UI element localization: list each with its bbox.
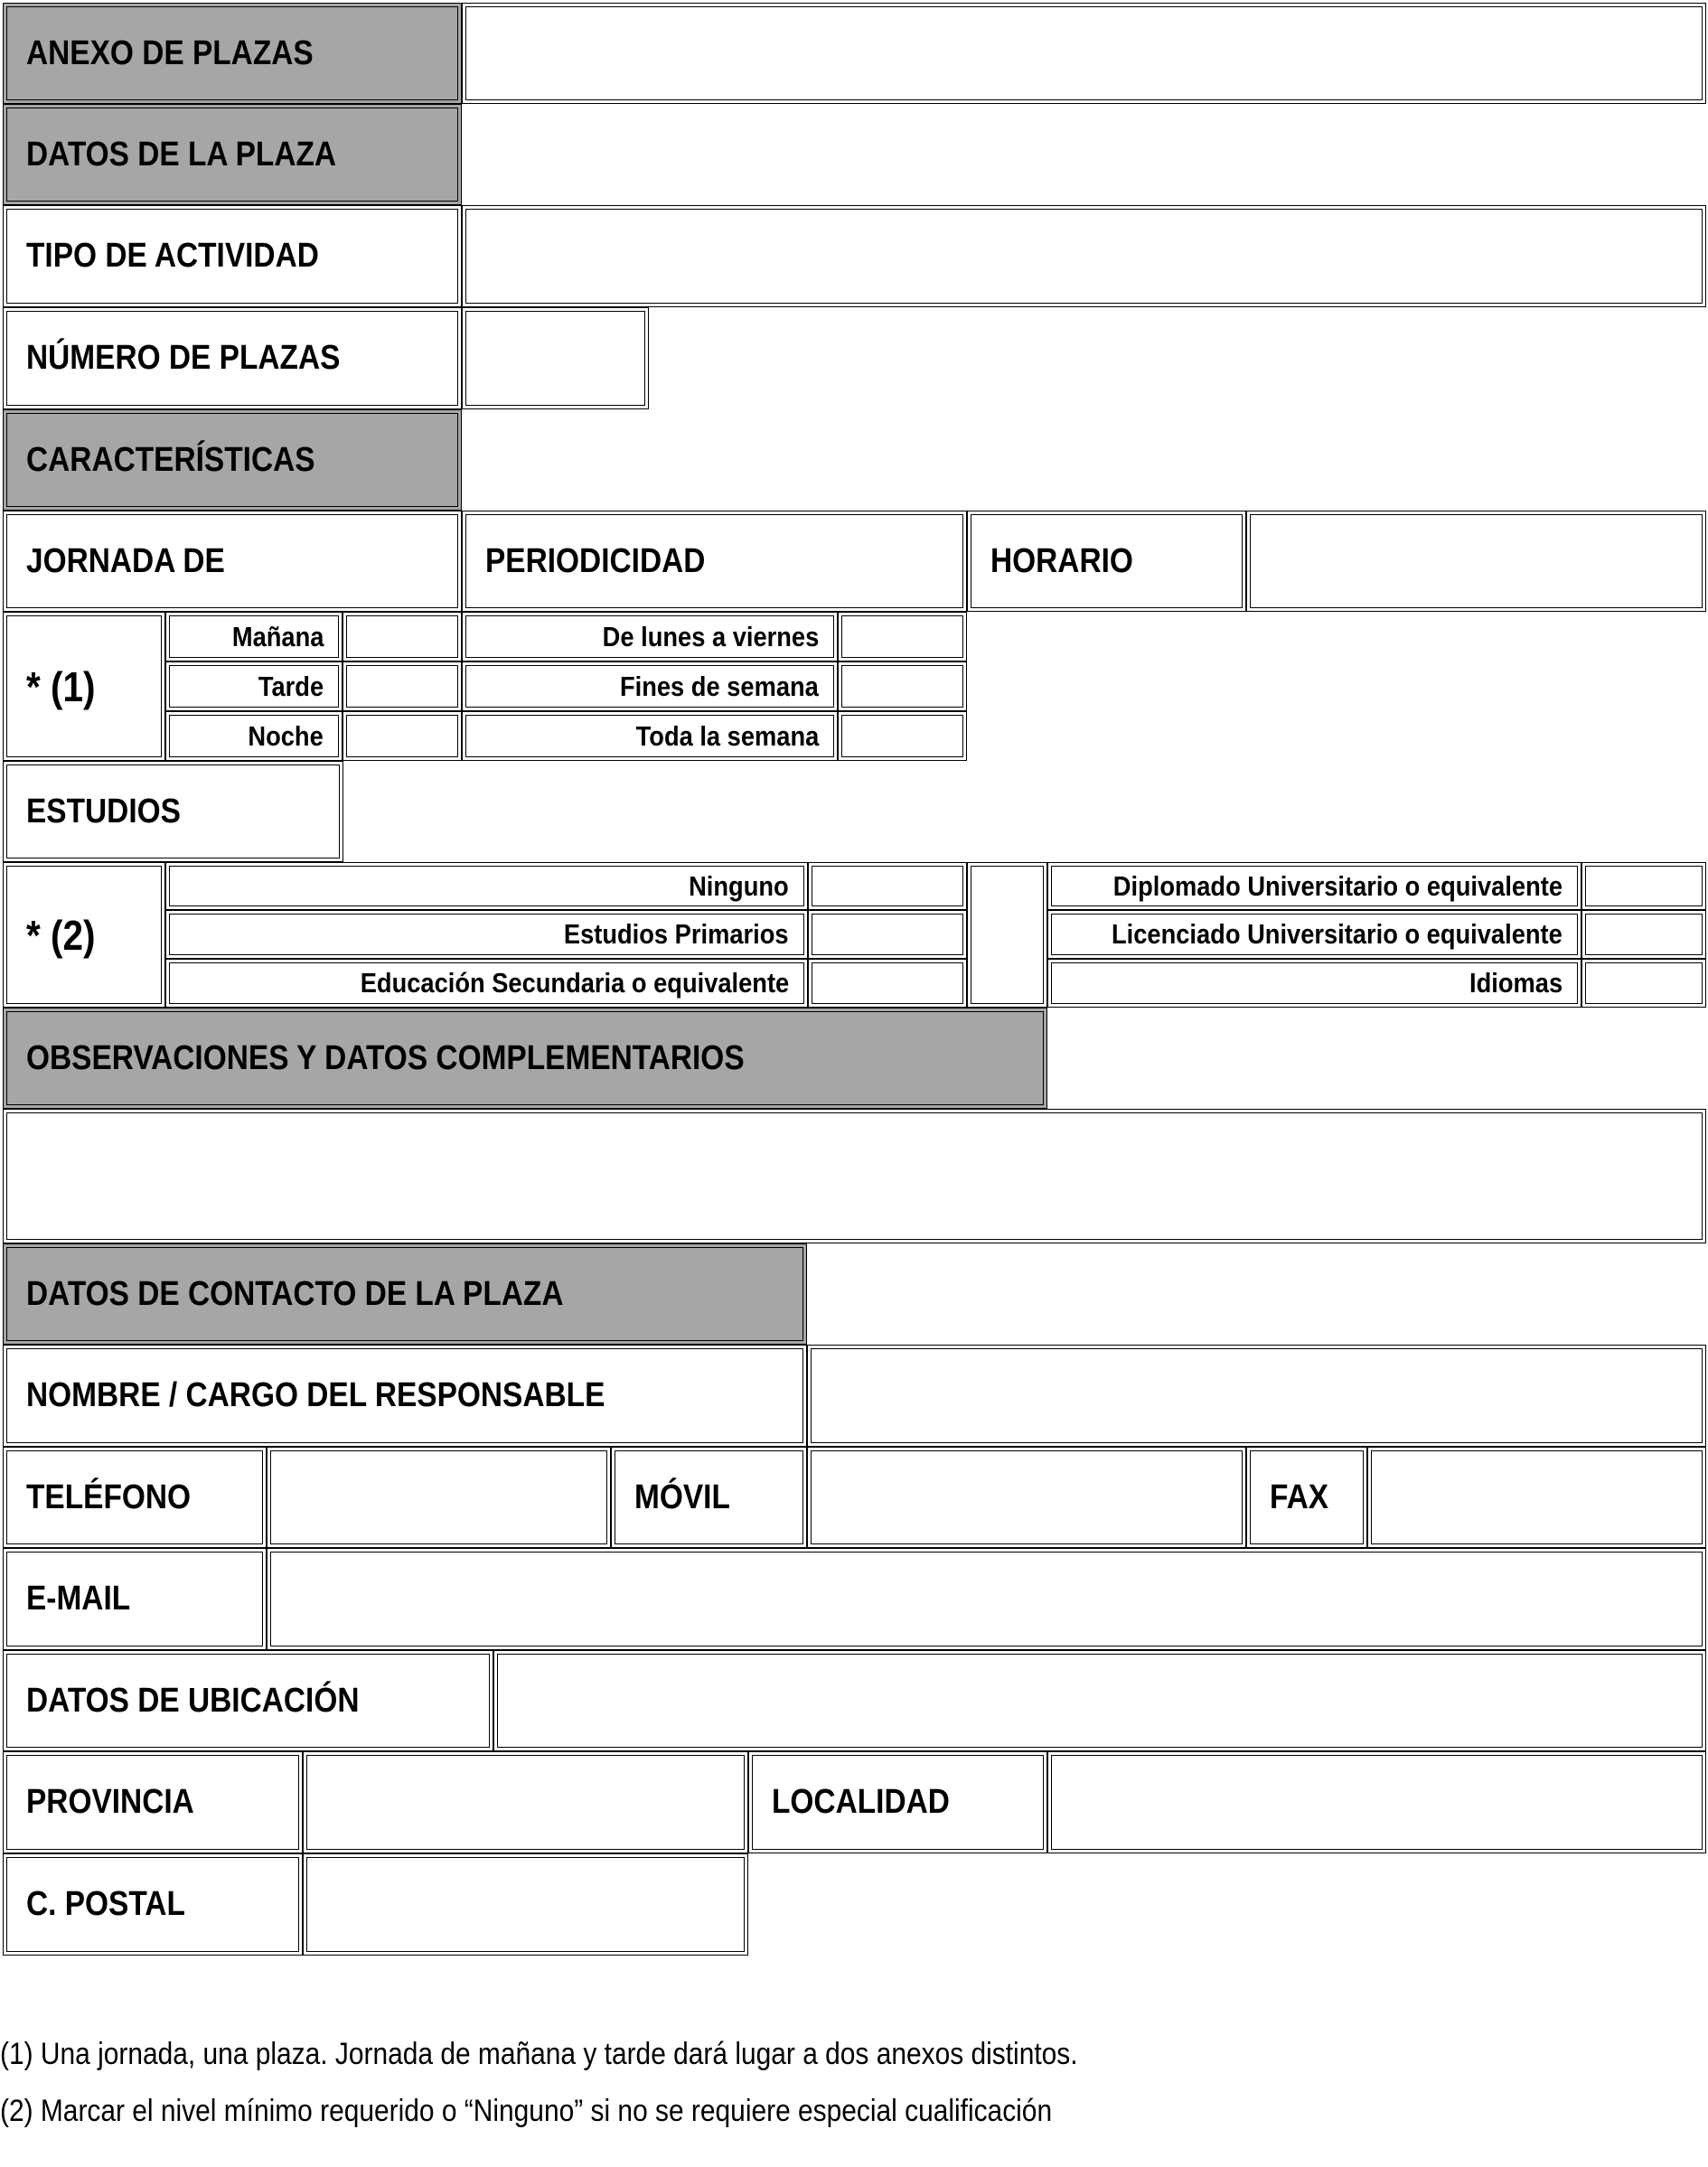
estudios-checkbox-ninguno[interactable] xyxy=(808,862,967,910)
movil-label: MÓVIL xyxy=(611,1447,807,1548)
jornada-option-tarde: Tarde xyxy=(165,661,343,711)
periodicidad-option-fines-semana: Fines de semana xyxy=(462,661,838,711)
anexo-plazas-label: ANEXO DE PLAZAS xyxy=(3,3,462,104)
estudios-option-diplomado: Diplomado Universitario o equivalente xyxy=(1047,862,1581,910)
provincia-field[interactable] xyxy=(303,1751,748,1853)
estudios-option-secundaria: Educación Secundaria o equivalente xyxy=(165,959,808,1008)
observaciones-field[interactable] xyxy=(3,1109,1706,1243)
estudios-checkbox-licenciado[interactable] xyxy=(1581,910,1706,959)
estudios-spacer-cell xyxy=(967,862,1047,1008)
estudios-option-primarios: Estudios Primarios xyxy=(165,910,808,959)
jornada-checkbox-noche[interactable] xyxy=(343,711,462,761)
periodicidad-checkbox-toda-semana[interactable] xyxy=(838,711,967,761)
jornada-checkbox-tarde[interactable] xyxy=(343,661,462,711)
email-label: E-MAIL xyxy=(3,1548,267,1650)
estudios-checkbox-diplomado[interactable] xyxy=(1581,862,1706,910)
periodicidad-option-toda-semana: Toda la semana xyxy=(462,711,838,761)
datos-ubicacion-field[interactable] xyxy=(493,1650,1706,1751)
anexo-plazas-field[interactable] xyxy=(462,3,1706,104)
nombre-cargo-label: NOMBRE / CARGO DEL RESPONSABLE xyxy=(3,1345,807,1447)
localidad-label: LOCALIDAD xyxy=(748,1751,1047,1853)
periodicidad-label: PERIODICIDAD xyxy=(462,511,967,612)
footnote-2: (2) Marcar el nivel mínimo requerido o “Ninguno” si no se requiere especial cualificación xyxy=(0,2094,1053,2128)
email-field[interactable] xyxy=(267,1548,1706,1650)
localidad-field[interactable] xyxy=(1047,1751,1706,1853)
estudios-checkbox-secundaria[interactable] xyxy=(808,959,967,1008)
horario-field[interactable] xyxy=(1246,511,1706,612)
periodicidad-option-lunes-viernes: De lunes a viernes xyxy=(462,612,838,661)
estudios-label: ESTUDIOS xyxy=(3,761,343,862)
estudios-checkbox-primarios[interactable] xyxy=(808,910,967,959)
datos-plaza-label: DATOS DE LA PLAZA xyxy=(3,104,462,205)
periodicidad-checkbox-fines-semana[interactable] xyxy=(838,661,967,711)
jornada-checkbox-manana[interactable] xyxy=(343,612,462,661)
footnote-1: (1) Una jornada, una plaza. Jornada de mañana y tarde dará lugar a dos anexos distintos. xyxy=(0,2037,1078,2071)
caracteristicas-label: CARACTERÍSTICAS xyxy=(3,409,462,511)
telefono-field[interactable] xyxy=(267,1447,611,1548)
nombre-cargo-field[interactable] xyxy=(807,1345,1706,1447)
datos-contacto-label: DATOS DE CONTACTO DE LA PLAZA xyxy=(3,1243,807,1345)
estudios-option-ninguno: Ninguno xyxy=(165,862,808,910)
estudios-option-idiomas: Idiomas xyxy=(1047,959,1581,1008)
telefono-label: TELÉFONO xyxy=(3,1447,267,1548)
jornada-label: JORNADA DE xyxy=(3,511,462,612)
fax-label: FAX xyxy=(1246,1447,1367,1548)
observaciones-label: OBSERVACIONES Y DATOS COMPLEMENTARIOS xyxy=(3,1008,1047,1109)
tipo-actividad-label: TIPO DE ACTIVIDAD xyxy=(3,205,462,307)
note2-marker: * (2) xyxy=(3,862,165,1008)
horario-label: HORARIO xyxy=(967,511,1246,612)
movil-field[interactable] xyxy=(807,1447,1246,1548)
tipo-actividad-field[interactable] xyxy=(462,205,1706,307)
codigo-postal-field[interactable] xyxy=(303,1853,748,1956)
codigo-postal-label: C. POSTAL xyxy=(3,1853,303,1956)
estudios-option-licenciado: Licenciado Universitario o equivalente xyxy=(1047,910,1581,959)
jornada-option-noche: Noche xyxy=(165,711,343,761)
estudios-checkbox-idiomas[interactable] xyxy=(1581,959,1706,1008)
provincia-label: PROVINCIA xyxy=(3,1751,303,1853)
datos-ubicacion-label: DATOS DE UBICACIÓN xyxy=(3,1650,493,1751)
numero-plazas-field[interactable] xyxy=(462,307,649,409)
jornada-option-manana: Mañana xyxy=(165,612,343,661)
numero-plazas-label: NÚMERO DE PLAZAS xyxy=(3,307,462,409)
note1-marker: * (1) xyxy=(3,612,165,761)
periodicidad-checkbox-lunes-viernes[interactable] xyxy=(838,612,967,661)
fax-field[interactable] xyxy=(1367,1447,1706,1548)
